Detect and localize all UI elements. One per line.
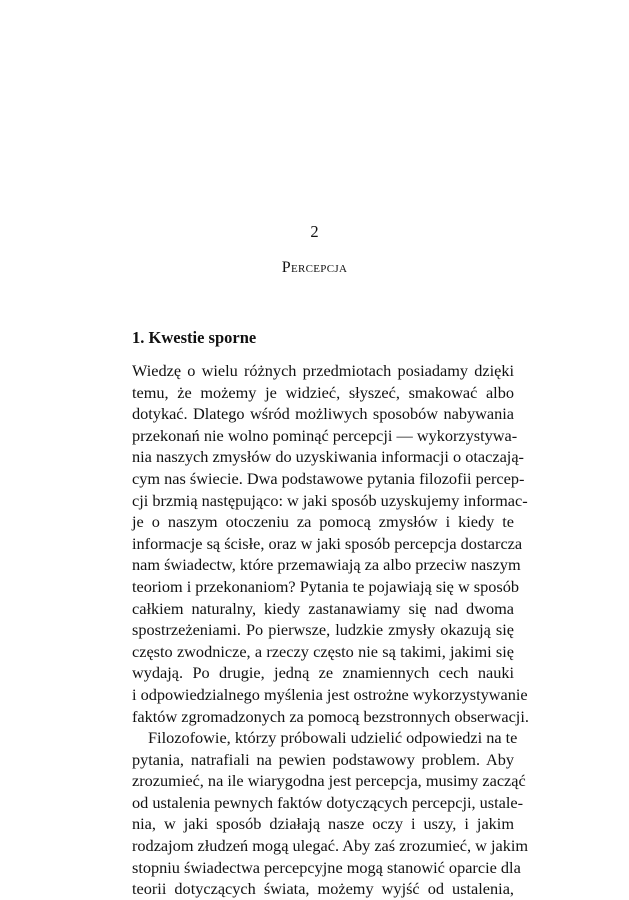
text-line: Wiedzę o wielu różnych przedmiotach posiadamy dzięki (132, 361, 514, 380)
text-line: zrozumieć, na ile wiarygodna jest percepcja, musimy zacząć (132, 771, 526, 791)
chapter-number: 2 (310, 222, 319, 241)
text-line: cym nas świecie. Dwa podstawowe pytania filozofii percep- (132, 468, 525, 488)
text-line: faktów zgromadzonych za pomocą bezstronnych obserwacji. (132, 706, 529, 726)
text-line: często zwodnicze, a rzeczy często nie są takimi, jakimi się (132, 641, 514, 661)
text-line: dotykać. Dlatego wśród możliwych sposobów nabywania (132, 404, 514, 424)
section-heading: 1. Kwestie sporne (132, 328, 257, 347)
text-line: teoriom i przekonaniom? Pytania te pojawiają się w sposób (132, 576, 520, 596)
text-line: pytania, natrafiali na pewien podstawowy problem. Aby (132, 749, 514, 769)
paragraph (132, 727, 529, 900)
paragraph (132, 360, 529, 727)
text-line: i odpowiedzialnego myślenia jest ostrożne wykorzystywanie (132, 684, 528, 704)
text-line: stopniu świadectwa percepcyjne mogą stanowić oparcie dla (132, 857, 521, 877)
text-line: nam świadectw, które przemawiają za albo przeciw naszym (132, 555, 521, 575)
text-line: od ustalenia pewnych faktów dotyczących percepcji, ustale- (132, 792, 524, 812)
text-line: całkiem naturalny, kiedy zastanawiamy się nad dwoma (132, 598, 514, 618)
text-line: Filozofowie, którzy próbowali udzielić odpowiedzi na te (148, 728, 518, 748)
body-text (132, 360, 529, 900)
text-line: przekonań nie wolno pominąć percepcji — wykorzystywa- (132, 425, 518, 445)
text-line: spostrzeżeniami. Po pierwsze, ludzkie zmysły okazują się (132, 620, 514, 640)
text-line: teorii dotyczących świata, możemy wyjść od ustalenia, (132, 879, 514, 899)
chapter-title: Percepcja (281, 259, 348, 276)
text-line: wydają. Po drugie, jedną ze znamiennych cech nauki (132, 663, 514, 683)
text-line: temu, że możemy je widzieć, słyszeć, smakować albo (132, 382, 514, 402)
text-line: nia, w jaki sposób działają nasze oczy i uszy, i jakim (132, 814, 514, 834)
text-line: rodzajom złudzeń mogą ulegać. Aby zaś zrozumieć, w jakim (132, 836, 529, 856)
text-line: cji brzmią następująco: w jaki sposób uzyskujemy informac- (132, 490, 528, 510)
text-line: je o naszym otoczeniu za pomocą zmysłów i kiedy te (132, 512, 514, 532)
text-line: informacje są ścisłe, oraz w jaki sposób percepcja dostarcza (132, 533, 523, 553)
text-line: nia naszych zmysłów do uzyskiwania informacji o otaczają- (132, 447, 524, 467)
